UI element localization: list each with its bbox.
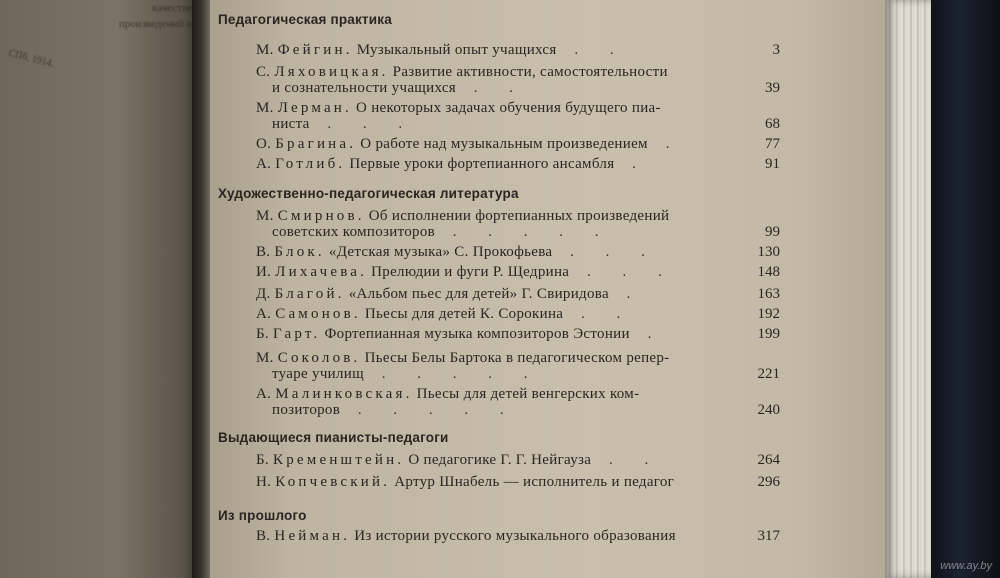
entry-line [256,326,816,342]
toc-entry [256,64,816,96]
entry-author: Брагина. [275,136,357,152]
toc-entry [256,156,816,172]
toc-entry [256,264,816,280]
leader-dots: . . . [569,264,676,280]
entry-title: Развитие активности, самостоятельности [388,64,668,80]
page-number: 221 [757,366,780,382]
toc-entry [256,42,816,58]
leader-dots: . . . [552,244,659,260]
entry-line [256,528,816,544]
entry-line [256,64,816,80]
leader-dots: . . [563,306,635,322]
leader-dots: . [647,136,684,152]
toc-entry [256,306,816,322]
entry-author: Смирнов. [277,208,365,224]
entry-author: Самонов. [275,306,361,322]
entry-line [256,350,816,366]
page-number: 148 [757,264,780,280]
toc-entry [256,136,816,152]
page-number: 192 [757,306,780,322]
entry-title: «Детская музыка» С. Прокофьева [324,244,553,260]
entry-line [256,42,816,58]
leader-dots: . . . . . [363,366,542,382]
entry-title: Из истории русского музыкального образования [350,528,676,544]
leader-dots: . [614,156,650,172]
leader-dots: . . . [309,116,417,132]
page-number: 77 [765,136,780,152]
toc-entry [256,474,816,490]
entry-title: Музыкальный опыт учащихся [352,42,557,58]
left-page-text: произведений в [118,18,192,30]
toc-entry [256,452,816,468]
watermark: www.ay.by [940,560,992,572]
entry-line [256,136,816,152]
entry-initial: Б. [256,326,274,342]
entry-author: Блок. [274,244,325,260]
entry-title: О педагогике Г. Г. Нейгауза [404,452,592,468]
entry-title: Артур Шнабель — исполнитель и педагог [390,474,675,490]
left-facing-page [0,0,198,578]
entry-title: «Альбом пьес для детей» Г. Свиридова [344,286,609,302]
entry-author: Фейгин. [277,42,353,58]
entry-initial: В. [256,528,275,544]
page-number: 68 [765,116,780,132]
leader-dots: . [629,326,666,342]
page-edges [885,0,931,578]
toc-entry [256,208,816,240]
book-cover [931,0,1000,578]
page-number: 296 [757,474,780,490]
page-number: 3 [772,42,780,58]
entry-title: Первые уроки фортепианного ансамбля [345,156,615,172]
entry-title: туаре училищ [272,366,364,382]
entry-initial: А. [256,156,276,172]
entry-author: Малинковская. [275,386,413,402]
leader-dots: . [608,286,645,302]
page-number: 264 [757,452,780,468]
entry-author: Кременштейн. [273,452,405,468]
entry-title: Прелюдии и фуги Р. Щедрина [367,264,570,280]
entry-title: ниста [272,116,310,132]
leader-dots: . . . . . [340,402,518,418]
left-page-text: СПб, 1914. [7,48,56,70]
section-heading: Педагогическая практика [218,12,392,27]
toc-entry [256,386,816,418]
entry-author: Ляховицкая. [274,64,389,80]
entry-line [256,452,816,468]
entry-title: Об исполнении фортепианных произведений [364,208,670,224]
entry-title: О некоторых задачах обучения будущего пиа- [351,100,661,116]
entry-initial: С. [256,64,275,80]
entry-line [256,386,816,402]
leader-dots: . . . . . [435,224,613,240]
entry-line [256,116,816,132]
entry-author: Соколов. [277,350,361,366]
entry-initial: О. [256,136,276,152]
entry-line [256,100,816,116]
toc-entry [256,528,816,544]
entry-line [256,80,816,96]
leader-dots: . . [591,452,663,468]
entry-line [256,402,816,418]
entry-initial: В. [256,244,275,260]
left-page-text: качестве [151,2,192,14]
page-number: 240 [757,402,780,418]
entry-initial: Д. [256,286,275,302]
entry-author: Лерман. [277,100,352,116]
entry-author: Нейман. [274,528,351,544]
section-heading: Выдающиеся пианисты-педагоги [218,430,449,445]
entry-line [256,474,816,490]
leader-dots: . . [556,42,628,58]
section-heading: Из прошлого [218,508,307,523]
entry-line [256,224,816,240]
entry-title: Пьесы Белы Бартока в педагогическом репер- [360,350,670,366]
entry-title: и сознательности учащихся [272,80,456,96]
entry-title: позиторов [272,402,341,418]
page-number: 91 [765,156,780,172]
entry-initial: Б. [256,452,274,468]
entry-initial: М. [256,42,278,58]
toc-entry [256,100,816,132]
entry-author: Гарт. [273,326,321,342]
toc-entry [256,350,816,382]
entry-author: Копчевский. [275,474,391,490]
toc-entry [256,326,816,342]
toc-entry [256,286,816,302]
entry-title: Фортепианная музыка композиторов Эстонии [320,326,630,342]
entry-author: Лихачева. [275,264,368,280]
entry-line [256,306,816,322]
entry-initial: И. [256,264,276,280]
entry-title: Пьесы для детей К. Сорокина [360,306,564,322]
entry-line [256,244,816,260]
leader-dots: . . [456,80,527,96]
entry-initial: М. [256,350,278,366]
entry-line [256,366,816,382]
entry-initial: Н. [256,474,276,490]
entry-author: Готлиб. [275,156,346,172]
entry-title: советских композиторов [272,224,436,240]
page-number: 99 [765,224,780,240]
section-heading: Художественно-педагогическая литература [218,186,519,201]
page-number: 39 [765,80,780,96]
entry-author: Благой. [274,286,345,302]
entry-title: Пьесы для детей венгерских ком- [412,386,640,402]
table-of-contents [210,0,900,578]
entry-initial: А. [256,306,276,322]
page-number: 163 [757,286,780,302]
entry-line [256,286,816,302]
entry-line [256,156,816,172]
page-number: 317 [757,528,780,544]
entry-initial: А. [256,386,276,402]
page-number: 199 [757,326,780,342]
toc-page [210,0,900,578]
entry-line [256,208,816,224]
entry-initial: М. [256,208,278,224]
toc-entry [256,244,816,260]
entry-title: О работе над музыкальным произведением [356,136,648,152]
entry-initial: М. [256,100,278,116]
page-number: 130 [757,244,780,260]
entry-line [256,264,816,280]
